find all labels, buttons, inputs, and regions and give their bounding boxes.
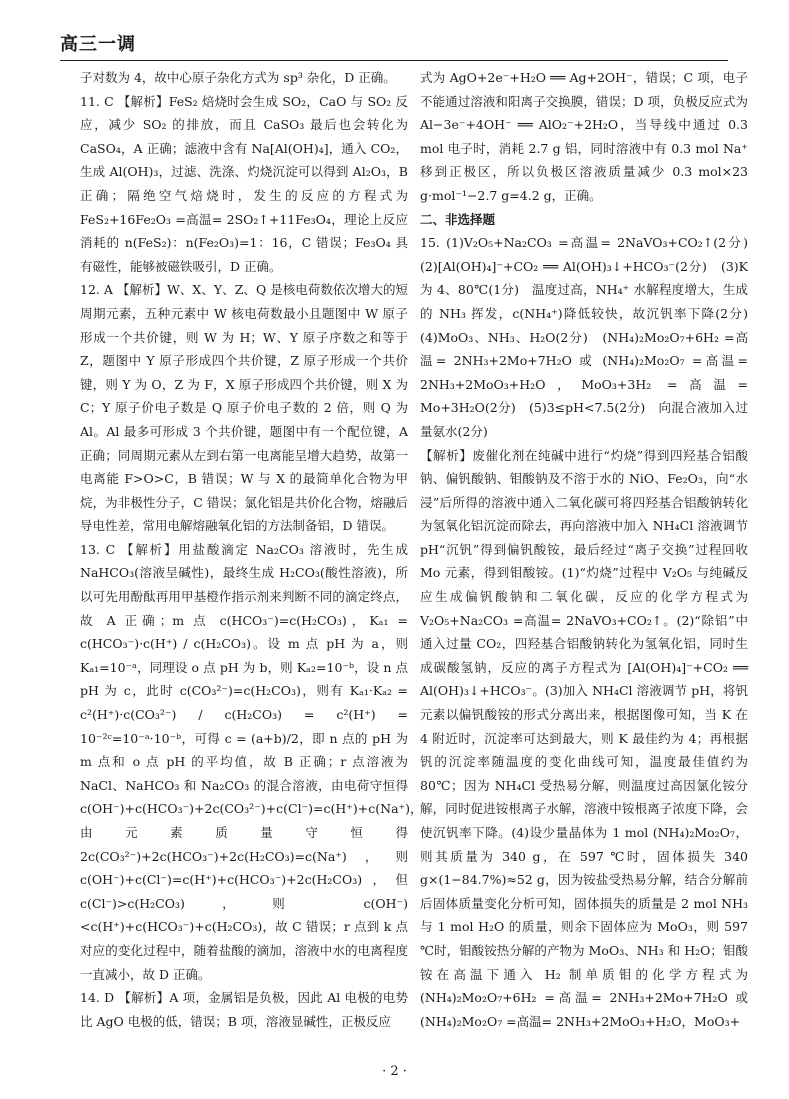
header-title: 高三一调 xyxy=(60,34,136,55)
left-column xyxy=(80,66,423,1033)
section-heading: 二、非选择题 xyxy=(420,211,496,227)
page-number: · 2 · xyxy=(382,1064,407,1079)
answer-11: 11. C 【解析】FeS₂ 焙烧时会生成 SO₂，CaO 与 SO₂ 反应，减少 SO₂ 的排放，而且 CaSO₃ 最后也会转化为 CaSO₄，A 正确；滤液中含有 Na[Al(OH)₄]，通入 CO₂，生成 Al(OH)₃，过滤、洗涤、灼烧沉淀可以得到 Al₂O₃，B 正确；隔绝空气焙烧时，发生的反应的方程式为 FeS₂+16Fe₂O₃ =高温= 2SO₂↑+11Fe₃O₄，理论上反应消耗的 n(FeS₂)：n(Fe₂O₃)=1：16，C 错误；Fe₃O₄ 具有磁性，能够被磁铁吸引，D 正确。 xyxy=(80,93,408,274)
answer-14-continuation: 式为 AgO+2e⁻+H₂O ══ Ag+2OH⁻，错误；C 项，电子不能通过溶液和阳离子交换膜，错误；D 项，负极反应式为 Al−3e⁻+4OH⁻ ══ AlO₂⁻+2H₂O，当导线中通过 0.3 mol 电子时，消耗 2.7 g 铝，同时溶液中有 0.3 mol Na⁺ 移到正极区，所以负极区溶液质量减少 0.3 mol×23 g·mol⁻¹−2.7 g=4.2 g，正确。 xyxy=(420,70,748,203)
right-column xyxy=(420,66,761,1033)
answer-14: 14. D 【解析】A 项，金属铝是负极，因此 Al 电极的电势比 AgO 电极的低，错误；B 项，溶液显碱性，正极反应 xyxy=(80,990,408,1029)
answer-12: 12. A 【解析】W、X、Y、Z、Q 是核电荷数依次增大的短周期元素，五种元素中 W 核电荷数最小且题图中 W 原子形成一个共价键，则 W 为 H；W、Y 原子序数之和等于 Z，题图中 Y 原子形成四个共价键，Z 原子形成一个共价键，则 Y 为 O，Z 为 F，X 原子形成四个共价键，则 X 为 C；Y 原子价电子数是 Q 原子价电子数的 2 倍，则 Q 为 Al。Al 最多可形成 3 个共价键，题图中有一个配位键，A 正确；同周期元素从左到右第一电离能呈增大趋势，故第一电离能 F>O>C，B 错误；W 与 X 的最简单化合物为甲烷，为非极性分子，C 错误；氯化铝是共价化合物，熔融后导电性差，常用电解熔融氧化铝的方法制备铝，D 错误。 xyxy=(80,282,408,534)
answer-15-analysis: 【解析】废催化剂在纯碱中进行“灼烧”得到四羟基合铝酸钠、偏钒酸钠、钼酸钠及不溶于水的 NiO、Fe₂O₃，向“水浸”后所得的溶液中通入二氧化碳可将四羟基合铝酸钠转化为氢氧化铝沉淀而除去，再向溶液中加入 NH₄Cl 溶液调节 pH“沉钒”得到偏钒酸铵，最后经过“离子交换”过程回收 Mo 元素，得到钼酸铵。(1)“灼烧”过程中 V₂O₅ 与纯碱反应生成偏钒酸钠和二氧化碳，反应的化学方程式为 V₂O₅+Na₂CO₃ =高温= 2NaVO₃+CO₂↑。(2)“除铝”中通入过量 CO₂，四羟基合铝酸钠转化为氢氧化铝，同时生成碳酸氢钠，反应的离子方程式为 [Al(OH)₄]⁻+CO₂ ══ Al(OH)₃↓+HCO₃⁻。(3)加入 NH₄Cl 溶液调节 pH，将钒元素以偏钒酸铵的形式分离出来，根据图像可知，当 K 在 4 附近时，沉淀率可达到最大，则 K 最佳约为 4；再根据钒的沉淀率随温度的变化曲线可知，温度最佳值约为 80℃；因为 NH₄Cl 受热易分解，则温度过高因氯化铵分解，同时促进铵根离子水解，溶液中铵根离子浓度下降，会使沉钒率下降。(4)设少量晶体为 1 mol (NH₄)₂Mo₂O₇，则其质量为 340 g，在 597 ℃时，固体损失 340 g×(1−84.7%)≈52 g，因为铵盐受热易分解，结合分解前后固体质量变化分析可知，固体损失的质量是 2 mol NH₃ 与 1 mol H₂O 的质量，则余下固体应为 MoO₃，则 597 ℃时，钼酸铵热分解的产物为 MoO₃、NH₃ 和 H₂O；钼酸铵在高温下通入 H₂ 制单质钼的化学方程式为 (NH₄)₂Mo₂O₇+6H₂ =高温= 2NH₃+2Mo+7H₂O 或 (NH₄)₂Mo₂O₇ =高温= 2NH₃+2MoO₃+H₂O，MoO₃+ xyxy=(420,447,748,1029)
answer-15: 15. (1)V₂O₅+Na₂CO₃ =高温= 2NaVO₃+CO₂↑(2分) (2)[Al(OH)₄]⁻+CO₂ ══ Al(OH)₃↓+HCO₃⁻(2分) (3)K 为 4、80℃(1分) 温度过高，NH₄⁺ 水解程度增大，生成的 NH₃ 挥发，c(NH₄⁺)降低较快，故沉钒率下降(2分) (4)MoO₃、NH₃、H₂O(2分) (NH₄)₂Mo₂O₇+6H₂ =高温= 2NH₃+2Mo+7H₂O 或 (NH₄)₂Mo₂O₇ =高温= 2NH₃+2MoO₃+H₂O，MoO₃+3H₂ =高温= Mo+3H₂O(2分) (5)3≤pH<7.5(2分) 向混合液加入过量氨水(2分) xyxy=(420,235,761,439)
paragraph-continuation: 子对数为 4，故中心原子杂化方式为 sp³ 杂化，D 正确。 xyxy=(80,70,396,85)
answer-13: 13. C 【解析】用盐酸滴定 Na₂CO₃ 溶液时，先生成 NaHCO₃(溶液呈碱性)，最终生成 H₂CO₃(酸性溶液)，所以可先用酚酞再用甲基橙作指示剂来判断不同的滴定终点，故 A 正确；m 点 c(HCO₃⁻)=c(H₂CO₃)，Kₐ₁ = c(HCO₃⁻)·c(H⁺) / c(H₂CO₃)。设 m 点 pH 为 a，则 Kₐ₁=10⁻ᵃ，同理设 o 点 pH 为 b，则 Kₐ₂=10⁻ᵇ，设 n 点 pH 为 c，此时 c(CO₃²⁻)=c(H₂CO₃)，则有 Kₐ₁·Kₐ₂ = c²(H⁺)·c(CO₃²⁻) / c(H₂CO₃) = c²(H⁺) = 10⁻²ᶜ=10⁻ᵃ·10⁻ᵇ，可得 c = (a+b)/2，即 n 点的 pH 为 m 点和 o 点 pH 的平均值，故 B 正确；r 点溶液为 NaCl、NaHCO₃ 和 Na₂CO₃ 的混合溶液，由电荷守恒得 c(OH⁻)+c(HCO₃⁻)+2c(CO₃²⁻)+c(Cl⁻)=c(H⁺)+c(Na⁺)，由元素质量守恒得 2c(CO₃²⁻)+2c(HCO₃⁻)+2c(H₂CO₃)=c(Na⁺)，则 c(OH⁻)+c(Cl⁻)=c(H⁺)+c(HCO₃⁻)+2c(H₂CO₃)，但 c(Cl⁻)>c(H₂CO₃)，则 c(OH⁻)<c(H⁺)+c(HCO₃⁻)+c(H₂CO₃)，故 C 错误；r 点到 k 点对应的变化过程中，随着盐酸的滴加，溶液中水的电离程度一直减小，故 D 正确。 xyxy=(80,541,423,982)
page-header xyxy=(60,14,728,61)
